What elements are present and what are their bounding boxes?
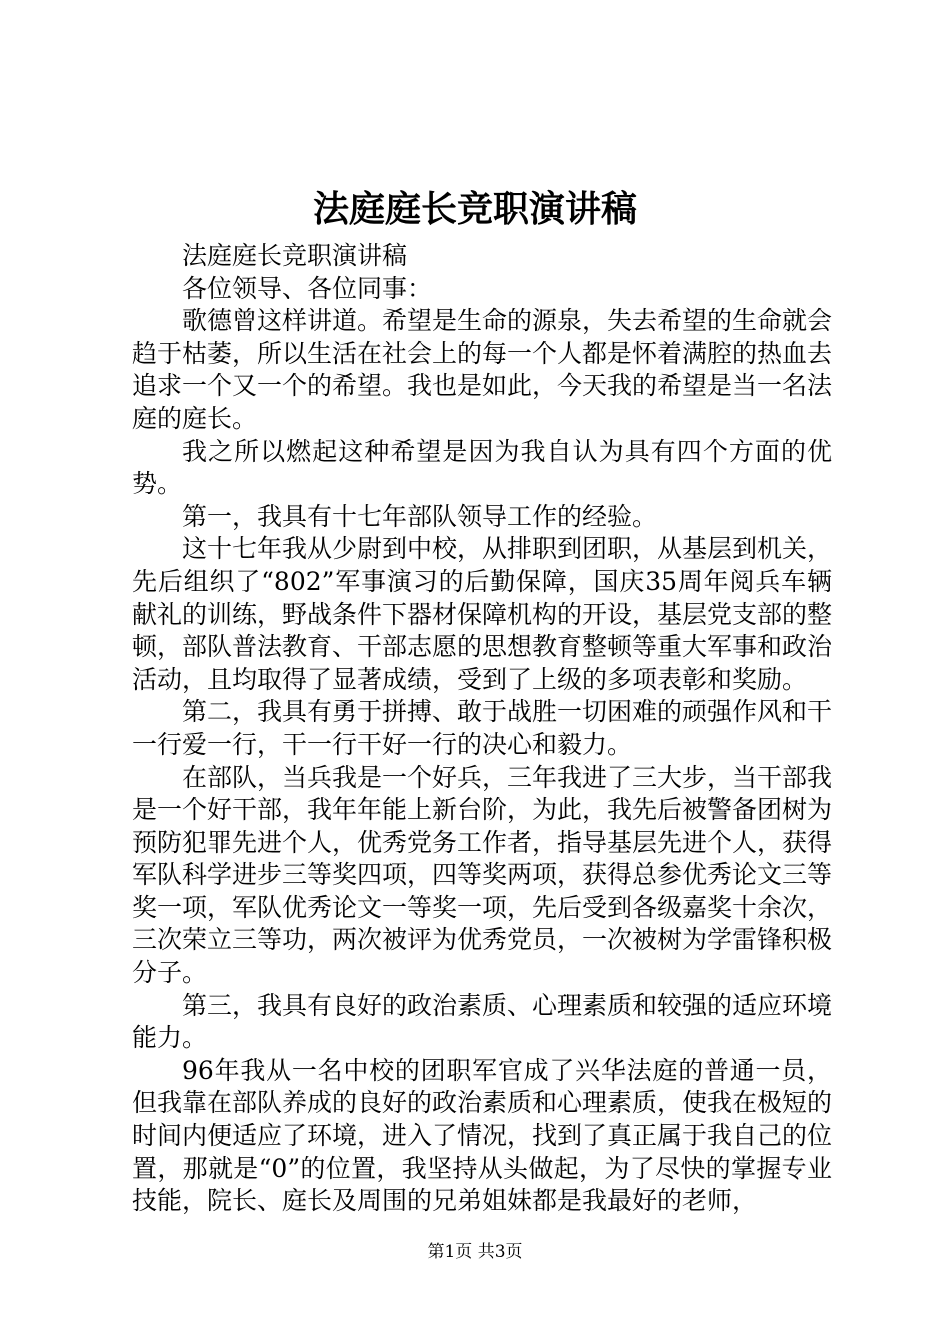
paragraph: 96年我从一名中校的团职军官成了兴华法庭的普通一员，但我靠在部队养成的良好的政治素质和心理素质，使我在极短的时间内便适应了环境，进入了情况，找到了真正属于我自己的位置，那就是“0”的位置，我坚持从头做起，为了尽快的掌握专业技能，院长、庭长及周围的兄弟姐妹都是我最好的老师， bbox=[132, 1055, 833, 1216]
paragraph: 歌德曾这样讲道。希望是生命的源泉，失去希望的生命就会趋于枯萎，所以生活在社会上的每一个人都是怀着满腔的热血去追求一个又一个的希望。我也是如此，今天我的希望是当一名法庭的庭长。 bbox=[132, 306, 833, 433]
paragraph: 这十七年我从少尉到中校，从排职到团职，从基层到机关，先后组织了“802”军事演习的后勤保障，国庆35周年阅兵车辆献礼的训练，野战条件下器材保障机构的开设，基层党支部的整顿，部队普法教育、干部志愿的思想教育整顿等重大军事和政治活动，且均取得了显著成绩，受到了上级的多项表彰和奖励。 bbox=[132, 534, 833, 694]
paragraph: 第一，我具有十七年部队领导工作的经验。 bbox=[182, 501, 658, 531]
document-title: 法庭庭长竞职演讲稿 bbox=[312, 188, 637, 230]
paragraph: 第二，我具有勇于拼搏、敢于战胜一切困难的顽强作风和干一行爱一行，干一行干好一行的决心和毅力。 bbox=[132, 697, 833, 759]
paragraph: 我之所以燃起这种希望是因为我自认为具有四个方面的优势。 bbox=[132, 436, 832, 499]
document-body bbox=[132, 240, 832, 1218]
paragraph: 在部队，当兵我是一个好兵，三年我进了三大步，当干部我是一个好干部，我年年能上新台阶，为此，我先后被警备团树为预防犯罪先进个人，优秀党务工作者，指导基层先进个人，获得军队科学进步三等奖四项，四等奖两项，获得总参优秀论文三等奖一项，军队优秀论文一等奖一项，先后受到各级嘉奖十余次，三次荣立三等功，两次被评为优秀党员，一次被树为学雷锋积极分子。 bbox=[132, 762, 833, 988]
paragraph-salutation: 各位领导、各位同事： bbox=[182, 273, 433, 303]
paragraph: 第三，我具有良好的政治素质、心理素质和较强的适应环境能力。 bbox=[132, 990, 833, 1053]
paragraph-heading: 法庭庭长竞职演讲稿 bbox=[182, 241, 408, 270]
page-footer: 第1页 共3页 bbox=[427, 1242, 523, 1262]
